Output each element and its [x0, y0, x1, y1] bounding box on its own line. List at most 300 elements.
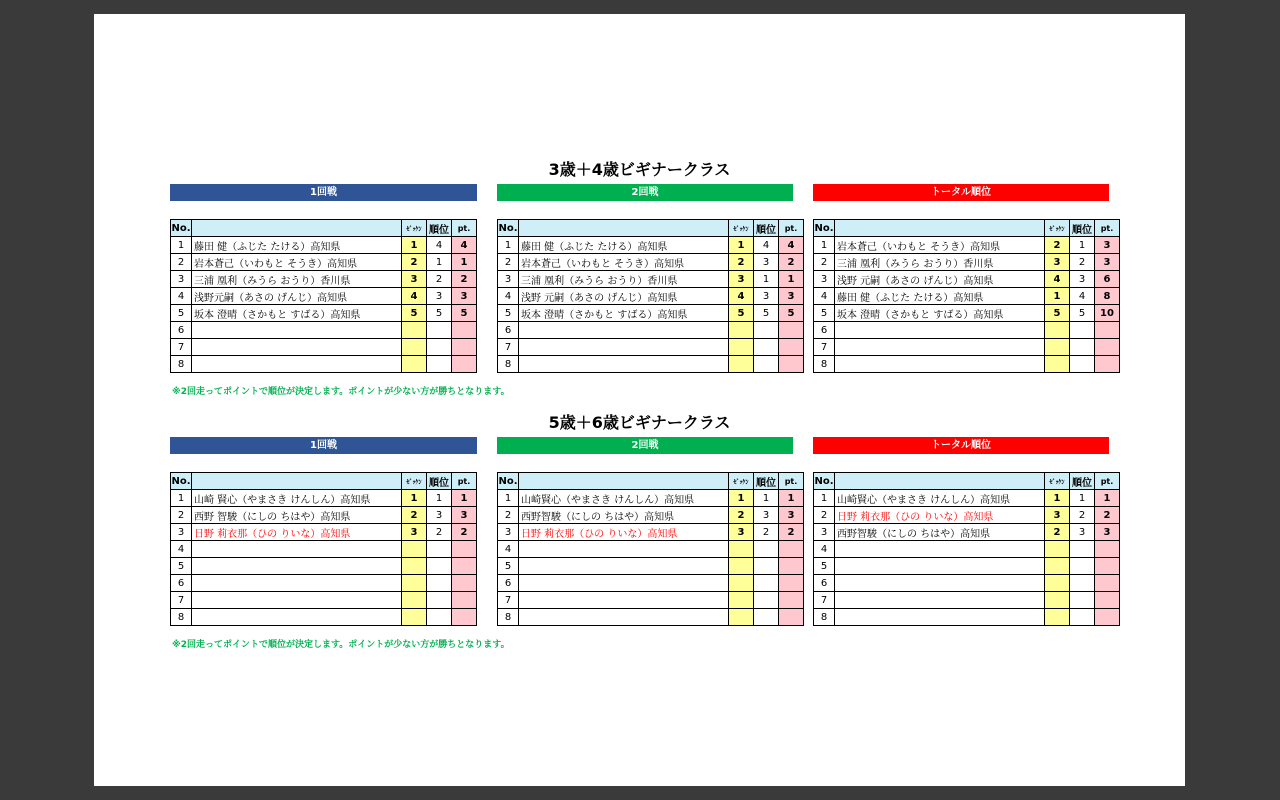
- bib-number: [1045, 339, 1070, 356]
- athlete-name: [192, 322, 402, 339]
- points-value: [779, 558, 804, 575]
- bib-number: [402, 575, 427, 592]
- bib-number: 1: [1045, 288, 1070, 305]
- points-value: 1: [779, 271, 804, 288]
- row-no: 2: [814, 507, 835, 524]
- rank-value: [427, 609, 452, 626]
- table-row: [171, 322, 477, 339]
- header-bib-label: ｾﾞｯｹﾝ: [733, 478, 749, 486]
- table-row: [171, 254, 477, 271]
- rank-value: [427, 541, 452, 558]
- athlete-name: 山崎 賢心（やまさき けんしん）高知県: [192, 490, 402, 507]
- bib-number: 3: [729, 524, 754, 541]
- bib-number: [402, 541, 427, 558]
- row-no: 8: [171, 356, 192, 373]
- header-pt-label: pt.: [457, 476, 471, 486]
- header-bib: [402, 220, 427, 237]
- header-no: No.: [171, 220, 192, 237]
- rank-value: 3: [427, 288, 452, 305]
- bib-number: [729, 592, 754, 609]
- athlete-name: [192, 541, 402, 558]
- row-no: 2: [171, 507, 192, 524]
- points-value: [1095, 541, 1120, 558]
- points-value: 3: [1095, 237, 1120, 254]
- row-no: 1: [498, 237, 519, 254]
- header-rank: 順位: [1070, 473, 1095, 490]
- document-page: [94, 14, 1185, 786]
- bib-number: 1: [1045, 490, 1070, 507]
- header-bib-label: ｾﾞｯｹﾝ: [406, 225, 422, 233]
- round1-banner: 1回戦: [170, 184, 477, 201]
- row-no: 1: [814, 490, 835, 507]
- table-row: [498, 541, 804, 558]
- points-value: 3: [1095, 524, 1120, 541]
- table-header-row: [814, 220, 1120, 237]
- points-value: [452, 575, 477, 592]
- rank-value: [754, 339, 779, 356]
- bib-number: 3: [729, 271, 754, 288]
- table-row: [814, 356, 1120, 373]
- rank-value: [427, 356, 452, 373]
- header-no: No.: [498, 220, 519, 237]
- athlete-name: [835, 541, 1045, 558]
- points-value: 5: [779, 305, 804, 322]
- header-name: [835, 220, 1045, 237]
- row-no: 4: [814, 541, 835, 558]
- rank-value: 2: [427, 524, 452, 541]
- rank-value: [1070, 322, 1095, 339]
- table-row: [814, 322, 1120, 339]
- points-value: [1095, 609, 1120, 626]
- header-pt-label: pt.: [784, 476, 798, 486]
- header-no: No.: [814, 473, 835, 490]
- points-value: 1: [452, 490, 477, 507]
- results-table: [497, 219, 804, 373]
- athlete-name: 浅野 元嗣（あさの げんじ）高知県: [835, 271, 1045, 288]
- points-value: [779, 609, 804, 626]
- row-no: 1: [171, 490, 192, 507]
- athlete-name: [192, 558, 402, 575]
- row-no: 1: [814, 237, 835, 254]
- results-table: [813, 472, 1120, 626]
- table-row: [814, 575, 1120, 592]
- athlete-name: [519, 322, 729, 339]
- athlete-name: [192, 592, 402, 609]
- athlete-name: [835, 339, 1045, 356]
- table-row: [171, 237, 477, 254]
- results-table: [170, 219, 477, 373]
- points-value: [1095, 575, 1120, 592]
- rank-value: 1: [1070, 237, 1095, 254]
- table-row: [498, 558, 804, 575]
- row-no: 6: [171, 575, 192, 592]
- rank-value: [427, 558, 452, 575]
- athlete-name: 日野 莉衣那（ひの りいな）高知県: [192, 524, 402, 541]
- results-table: [170, 472, 477, 626]
- row-no: 5: [814, 558, 835, 575]
- points-value: [1095, 356, 1120, 373]
- rank-value: 1: [1070, 490, 1095, 507]
- athlete-name: [519, 558, 729, 575]
- table-header-row: [171, 473, 477, 490]
- points-value: 1: [452, 254, 477, 271]
- header-pt-label: pt.: [1100, 223, 1114, 233]
- athlete-name: [519, 592, 729, 609]
- row-no: 3: [171, 271, 192, 288]
- athlete-name: 三浦 凰利（みうら おうり）香川県: [192, 271, 402, 288]
- points-value: [452, 609, 477, 626]
- bib-number: [1045, 558, 1070, 575]
- table-row: [814, 490, 1120, 507]
- points-value: 6: [1095, 271, 1120, 288]
- total-banner: トータル順位: [813, 437, 1109, 454]
- row-no: 4: [498, 541, 519, 558]
- table-row: [814, 288, 1120, 305]
- table-row: [498, 237, 804, 254]
- header-bib-label: ｾﾞｯｹﾝ: [406, 478, 422, 486]
- bib-number: 1: [729, 237, 754, 254]
- table-row: [498, 288, 804, 305]
- points-value: [452, 322, 477, 339]
- rank-value: 3: [754, 254, 779, 271]
- row-no: 7: [498, 339, 519, 356]
- round2-banner: 2回戦: [497, 184, 793, 201]
- table-row: [171, 558, 477, 575]
- bib-number: 2: [729, 507, 754, 524]
- rank-value: [754, 558, 779, 575]
- athlete-name: [835, 558, 1045, 575]
- athlete-name: [835, 322, 1045, 339]
- row-no: 4: [498, 288, 519, 305]
- bib-number: 5: [1045, 305, 1070, 322]
- rank-value: [1070, 541, 1095, 558]
- bib-number: [729, 541, 754, 558]
- header-rank: 順位: [1070, 220, 1095, 237]
- table-row: [814, 558, 1120, 575]
- bib-number: [402, 609, 427, 626]
- points-value: [452, 356, 477, 373]
- table-row: [171, 524, 477, 541]
- header-pt: [1095, 220, 1120, 237]
- rank-value: [754, 541, 779, 558]
- table-row: [498, 592, 804, 609]
- points-value: [1095, 339, 1120, 356]
- bib-number: 2: [1045, 237, 1070, 254]
- header-no: No.: [498, 473, 519, 490]
- bib-number: 1: [402, 237, 427, 254]
- table-row: [814, 254, 1120, 271]
- rank-value: [754, 322, 779, 339]
- athlete-name: [519, 356, 729, 373]
- athlete-name: 藤田 健（ふじた たける）高知県: [192, 237, 402, 254]
- header-pt: [452, 220, 477, 237]
- bib-number: [729, 558, 754, 575]
- points-value: 2: [779, 254, 804, 271]
- table-row: [171, 592, 477, 609]
- header-name: [192, 220, 402, 237]
- header-name: [519, 220, 729, 237]
- athlete-name: 西野 智駿（にしの ちはや）高知県: [192, 507, 402, 524]
- table-row: [814, 339, 1120, 356]
- header-bib: [729, 220, 754, 237]
- table-row: [171, 288, 477, 305]
- athlete-name: 岩本蒼己（いわもと そうき）高知県: [192, 254, 402, 271]
- row-no: 3: [814, 271, 835, 288]
- header-pt-label: pt.: [784, 223, 798, 233]
- points-value: [452, 541, 477, 558]
- header-bib-label: ｾﾞｯｹﾝ: [1049, 478, 1065, 486]
- rank-value: [754, 356, 779, 373]
- points-value: [1095, 592, 1120, 609]
- results-table: [497, 472, 804, 626]
- row-no: 3: [498, 271, 519, 288]
- table-row: [498, 490, 804, 507]
- table-row: [171, 609, 477, 626]
- table-row: [498, 271, 804, 288]
- points-value: [452, 592, 477, 609]
- table-row: [171, 271, 477, 288]
- bib-number: [1045, 609, 1070, 626]
- athlete-name: [519, 339, 729, 356]
- athlete-name: 岩本蒼己（いわもと そうき）高知県: [835, 237, 1045, 254]
- rank-value: [1070, 592, 1095, 609]
- points-value: 2: [1095, 507, 1120, 524]
- section-title: 5歳＋6歳ビギナークラス: [548, 413, 731, 432]
- athlete-name: 三浦 凰利（みうら おうり）香川県: [519, 271, 729, 288]
- row-no: 8: [498, 356, 519, 373]
- header-bib-label: ｾﾞｯｹﾝ: [1049, 225, 1065, 233]
- table-header-row: [171, 220, 477, 237]
- header-rank: 順位: [427, 473, 452, 490]
- points-value: 3: [779, 288, 804, 305]
- points-value: [1095, 322, 1120, 339]
- bib-number: [729, 609, 754, 626]
- header-bib-label: ｾﾞｯｹﾝ: [733, 225, 749, 233]
- bib-number: 2: [1045, 524, 1070, 541]
- row-no: 3: [171, 524, 192, 541]
- row-no: 5: [498, 305, 519, 322]
- athlete-name: [192, 609, 402, 626]
- bib-number: [1045, 575, 1070, 592]
- section-title: 3歳＋4歳ビギナークラス: [548, 160, 731, 179]
- header-pt-label: pt.: [1100, 476, 1114, 486]
- row-no: 7: [814, 592, 835, 609]
- table-row: [171, 356, 477, 373]
- rank-value: 4: [1070, 288, 1095, 305]
- athlete-name: 坂本 澄晴（さかもと すばる）高知県: [835, 305, 1045, 322]
- header-name: [192, 473, 402, 490]
- table-row: [498, 356, 804, 373]
- row-no: 5: [171, 305, 192, 322]
- table-row: [498, 507, 804, 524]
- bib-number: [1045, 541, 1070, 558]
- header-no: No.: [171, 473, 192, 490]
- row-no: 8: [814, 609, 835, 626]
- rank-value: 1: [427, 254, 452, 271]
- header-bib: [1045, 220, 1070, 237]
- rank-value: 4: [754, 237, 779, 254]
- bib-number: [729, 575, 754, 592]
- table-row: [498, 339, 804, 356]
- athlete-name: 藤田 健（ふじた たける）高知県: [519, 237, 729, 254]
- points-value: 3: [452, 507, 477, 524]
- bib-number: [729, 322, 754, 339]
- points-value: 2: [779, 524, 804, 541]
- rank-value: 1: [754, 271, 779, 288]
- athlete-name: 浅野 元嗣（あさの げんじ）高知県: [519, 288, 729, 305]
- rank-value: [1070, 609, 1095, 626]
- bib-number: 2: [402, 507, 427, 524]
- points-value: [452, 339, 477, 356]
- table-header-row: [498, 473, 804, 490]
- table-row: [814, 541, 1120, 558]
- points-value: [779, 322, 804, 339]
- bib-number: [402, 558, 427, 575]
- points-value: 4: [779, 237, 804, 254]
- row-no: 2: [171, 254, 192, 271]
- table-row: [498, 609, 804, 626]
- header-name: [835, 473, 1045, 490]
- points-value: 8: [1095, 288, 1120, 305]
- table-row: [814, 305, 1120, 322]
- header-pt: [779, 473, 804, 490]
- rank-value: 1: [427, 490, 452, 507]
- athlete-name: [835, 575, 1045, 592]
- rank-value: [754, 592, 779, 609]
- row-no: 6: [814, 575, 835, 592]
- athlete-name: [835, 609, 1045, 626]
- table-row: [814, 237, 1120, 254]
- athlete-name: 日野 莉衣那（ひの りいな）高知県: [519, 524, 729, 541]
- rank-value: 3: [754, 507, 779, 524]
- rank-value: 3: [1070, 524, 1095, 541]
- table-row: [498, 322, 804, 339]
- athlete-name: 藤田 健（ふじた たける）高知県: [835, 288, 1045, 305]
- round2-banner: 2回戦: [497, 437, 793, 454]
- header-rank: 順位: [754, 473, 779, 490]
- table-row: [171, 575, 477, 592]
- header-rank: 順位: [427, 220, 452, 237]
- athlete-name: 坂本 澄晴（さかもと すばる）高知県: [192, 305, 402, 322]
- rule-note: ※2回走ってポイントで順位が決定します。ポイントが少ない方が勝ちとなります。: [172, 387, 510, 397]
- bib-number: 4: [402, 288, 427, 305]
- athlete-name: 坂本 澄晴（さかもと すばる）高知県: [519, 305, 729, 322]
- header-no: No.: [814, 220, 835, 237]
- table-header-row: [814, 473, 1120, 490]
- rank-value: 3: [1070, 271, 1095, 288]
- athlete-name: 西野智駿（にしの ちはや）高知県: [519, 507, 729, 524]
- row-no: 2: [814, 254, 835, 271]
- row-no: 3: [814, 524, 835, 541]
- athlete-name: 西野智駿（にしの ちはや）高知県: [835, 524, 1045, 541]
- table-row: [498, 524, 804, 541]
- athlete-name: [192, 356, 402, 373]
- athlete-name: 三浦 凰利（みうら おうり）香川県: [835, 254, 1045, 271]
- rank-value: 2: [1070, 254, 1095, 271]
- points-value: 5: [452, 305, 477, 322]
- rank-value: [754, 575, 779, 592]
- row-no: 8: [498, 609, 519, 626]
- header-pt-label: pt.: [457, 223, 471, 233]
- round1-banner: 1回戦: [170, 437, 477, 454]
- results-table: [813, 219, 1120, 373]
- points-value: 1: [1095, 490, 1120, 507]
- rank-value: [427, 575, 452, 592]
- table-row: [814, 609, 1120, 626]
- header-rank: 順位: [754, 220, 779, 237]
- header-pt: [779, 220, 804, 237]
- bib-number: [729, 339, 754, 356]
- athlete-name: 山崎賢心（やまさき けんしん）高知県: [519, 490, 729, 507]
- rank-value: [427, 592, 452, 609]
- row-no: 4: [814, 288, 835, 305]
- table-row: [171, 305, 477, 322]
- header-bib: [1045, 473, 1070, 490]
- athlete-name: 山崎賢心（やまさき けんしん）高知県: [835, 490, 1045, 507]
- rank-value: 2: [427, 271, 452, 288]
- bib-number: [1045, 322, 1070, 339]
- rank-value: [427, 322, 452, 339]
- bib-number: [729, 356, 754, 373]
- row-no: 4: [171, 541, 192, 558]
- header-bib: [729, 473, 754, 490]
- bib-number: 1: [402, 490, 427, 507]
- points-value: 3: [1095, 254, 1120, 271]
- bib-number: 5: [729, 305, 754, 322]
- bib-number: 3: [402, 271, 427, 288]
- header-pt: [452, 473, 477, 490]
- bib-number: [402, 592, 427, 609]
- row-no: 7: [814, 339, 835, 356]
- table-row: [171, 490, 477, 507]
- bib-number: [1045, 592, 1070, 609]
- points-value: [779, 339, 804, 356]
- points-value: 3: [779, 507, 804, 524]
- rule-note: ※2回走ってポイントで順位が決定します。ポイントが少ない方が勝ちとなります。: [172, 640, 510, 650]
- row-no: 1: [498, 490, 519, 507]
- table-row: [814, 271, 1120, 288]
- bib-number: 3: [402, 524, 427, 541]
- athlete-name: [519, 609, 729, 626]
- row-no: 6: [814, 322, 835, 339]
- points-value: [779, 356, 804, 373]
- athlete-name: 浅野元嗣（あさの げんじ）高知県: [192, 288, 402, 305]
- athlete-name: [192, 575, 402, 592]
- row-no: 7: [171, 339, 192, 356]
- row-no: 7: [171, 592, 192, 609]
- rank-value: 2: [754, 524, 779, 541]
- total-banner: トータル順位: [813, 184, 1109, 201]
- bib-number: 2: [729, 254, 754, 271]
- bib-number: 1: [729, 490, 754, 507]
- points-value: 2: [452, 271, 477, 288]
- header-pt: [1095, 473, 1120, 490]
- bib-number: [402, 339, 427, 356]
- row-no: 5: [171, 558, 192, 575]
- row-no: 8: [171, 609, 192, 626]
- row-no: 7: [498, 592, 519, 609]
- row-no: 6: [171, 322, 192, 339]
- bib-number: 3: [1045, 254, 1070, 271]
- row-no: 1: [171, 237, 192, 254]
- athlete-name: [192, 339, 402, 356]
- table-header-row: [498, 220, 804, 237]
- table-row: [814, 524, 1120, 541]
- rank-value: 3: [754, 288, 779, 305]
- row-no: 5: [814, 305, 835, 322]
- rank-value: 1: [754, 490, 779, 507]
- row-no: 4: [171, 288, 192, 305]
